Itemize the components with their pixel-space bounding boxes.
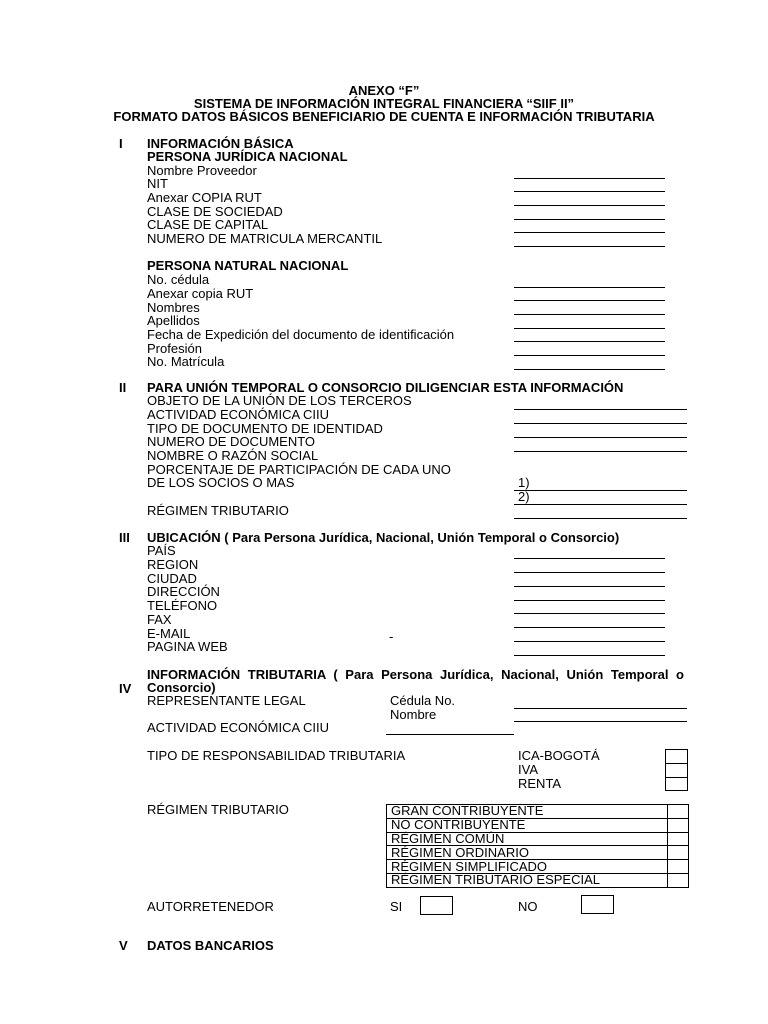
field-label: PAÍS [147, 543, 176, 558]
si-checkbox[interactable] [420, 896, 453, 915]
socio-2-label: 2) [518, 489, 530, 504]
section-3-title: UBICACIÓN ( Para Persona Jurídica, Nacional, Unión Temporal o Consorcio) [147, 530, 620, 545]
field-label: Anexar COPIA RUT [147, 190, 262, 205]
nombre-line[interactable] [514, 721, 687, 722]
section-3-number: III [119, 530, 130, 545]
socio-1-label: 1) [518, 475, 530, 490]
regimen-option: RÉGIMEN COMÚN [387, 832, 668, 846]
input-line[interactable] [514, 423, 687, 424]
regimen-table [386, 804, 689, 888]
input-line[interactable] [514, 586, 665, 587]
iva-checkbox[interactable] [665, 763, 688, 778]
field-label: OBJETO DE LA UNIÓN DE LOS TERCEROS [147, 393, 412, 408]
table-row [387, 832, 689, 846]
field-label: TIPO DE DOCUMENTO DE IDENTIDAD [147, 421, 383, 436]
cedula-line[interactable] [514, 708, 687, 709]
section-4-title: INFORMACIÓN TRIBUTARIA ( Para Persona Jurídica, Nacional, Unión Temporal o [147, 667, 684, 682]
input-line[interactable] [514, 287, 665, 288]
field-label: CLASE DE SOCIEDAD [147, 204, 283, 219]
field-label: Profesión [147, 341, 202, 356]
field-label: NUMERO DE MATRICULA MERCANTIL [147, 231, 383, 246]
representante-label: REPRESENTANTE LEGAL [147, 693, 306, 708]
input-line[interactable] [514, 205, 665, 206]
field-label: PAGINA WEB [147, 639, 228, 654]
input-line[interactable] [514, 627, 665, 628]
regimen-option: RÉGIMEN ORDINARIO [387, 846, 668, 860]
field-label: CLASE DE CAPITAL [147, 217, 269, 232]
juridica-subtitle: PERSONA JURÍDICA NACIONAL [147, 149, 348, 164]
renta-label: RENTA [518, 776, 562, 791]
section-2-number: II [119, 380, 127, 395]
regimen-option: RÉGIMEN SIMPLIFICADO [387, 860, 668, 874]
field-label: NIT [147, 176, 168, 191]
field-label: ACTIVIDAD ECONÓMICA CIIU [147, 407, 330, 422]
field-label: TELÉFONO [147, 598, 218, 613]
annex-title: ANEXO “F” [348, 83, 420, 98]
section-2-title: PARA UNIÓN TEMPORAL O CONSORCIO DILIGENCIAR ESTA INFORMACIÓN [147, 380, 624, 395]
section-4-number: IV [119, 681, 132, 696]
regimen-option: GRAN CONTRIBUYENTE [387, 805, 668, 819]
no-label: NO [518, 899, 538, 914]
field-label: NOMBRE O RAZÓN SOCIAL [147, 448, 319, 463]
tipo-responsabilidad-label: TIPO DE RESPONSABILIDAD TRIBUTARIA [147, 748, 406, 763]
field-label: REGION [147, 557, 199, 572]
ica-checkbox[interactable] [665, 749, 688, 764]
input-line[interactable] [514, 300, 665, 301]
input-line[interactable] [514, 314, 665, 315]
table-row [387, 846, 689, 860]
regimen-checkbox[interactable] [668, 805, 689, 819]
field-label: DIRECCIÓN [147, 584, 220, 599]
input-line[interactable] [514, 451, 687, 452]
cedula-label: Cédula No. [390, 693, 456, 708]
natural-subtitle: PERSONA NATURAL NACIONAL [147, 258, 349, 273]
form-title: FORMATO DATOS BÁSICOS BENEFICIARIO DE CUENTA E INFORMACIÓN TRIBUTARIA [113, 109, 655, 124]
regimen-checkbox[interactable] [668, 846, 689, 860]
input-line[interactable] [514, 219, 665, 220]
regimen-tributario-label: RÉGIMEN TRIBUTARIO [147, 802, 289, 817]
field-label: E-MAIL [147, 626, 191, 641]
field-label: Nombres [147, 300, 200, 315]
input-line[interactable] [514, 572, 665, 573]
regimen-checkbox[interactable] [668, 873, 689, 887]
autorretenedor-label: AUTORRETENEDOR [147, 899, 274, 914]
input-line[interactable] [514, 178, 665, 179]
socio-1-line[interactable] [514, 490, 687, 491]
input-line[interactable] [514, 437, 687, 438]
input-line[interactable] [514, 341, 665, 342]
dash-mark: - [389, 629, 394, 644]
table-row [387, 873, 689, 887]
field-label: Fecha de Expedición del documento de identificación [147, 327, 455, 342]
input-line[interactable] [514, 613, 665, 614]
iva-label: IVA [518, 762, 538, 777]
section-1-title: INFORMACIÓN BÁSICA [147, 136, 294, 151]
input-line[interactable] [514, 191, 665, 192]
regimen-option: RÉGIMEN TRIBUTARIO ESPECIAL [387, 873, 668, 887]
regimen-checkbox[interactable] [668, 818, 689, 832]
ica-label: ICA-BOGOTÁ [518, 748, 600, 763]
renta-checkbox[interactable] [665, 777, 688, 791]
si-label: SI [390, 899, 403, 914]
regimen-label: RÉGIMEN TRIBUTARIO [147, 503, 289, 518]
input-line[interactable] [514, 558, 665, 559]
input-line[interactable] [514, 600, 665, 601]
input-line[interactable] [514, 246, 665, 247]
section-5-title: DATOS BANCARIOS [147, 938, 274, 953]
actividad-label: ACTIVIDAD ECONÓMICA CIIU [147, 720, 330, 735]
regimen-option: NO CONTRIBUYENTE [387, 818, 668, 832]
input-line[interactable] [514, 328, 665, 329]
regimen-checkbox[interactable] [668, 860, 689, 874]
field-label: FAX [147, 612, 172, 627]
input-line[interactable] [514, 641, 665, 642]
socio-2-line[interactable] [514, 504, 687, 505]
field-label: No. cédula [147, 272, 210, 287]
actividad-line[interactable] [386, 734, 514, 735]
input-line[interactable] [514, 355, 665, 356]
field-label: NUMERO DE DOCUMENTO [147, 434, 316, 449]
field-label: No. Matrícula [147, 354, 225, 369]
section-4-title-cont: Consorcio) [147, 680, 216, 695]
input-line[interactable] [514, 518, 687, 519]
regimen-checkbox[interactable] [668, 832, 689, 846]
input-line[interactable] [514, 369, 665, 370]
section-1-number: I [119, 136, 123, 151]
input-line[interactable] [514, 232, 665, 233]
system-title: SISTEMA DE INFORMACIÓN INTEGRAL FINANCIERA “SIIF II” [193, 96, 575, 111]
input-line[interactable] [514, 655, 665, 656]
nombre-label: Nombre [390, 707, 437, 722]
field-label: CIUDAD [147, 571, 197, 586]
field-label: Nombre Proveedor [147, 163, 257, 178]
input-line[interactable] [514, 409, 687, 410]
field-label: Apellidos [147, 313, 200, 328]
field-label: DE LOS SOCIOS O MAS [147, 475, 295, 490]
field-label: PORCENTAJE DE PARTICIPACIÓN DE CADA UNO [147, 462, 451, 477]
field-label: Anexar copia RUT [147, 286, 254, 301]
no-checkbox[interactable] [581, 895, 614, 914]
section-5-number: V [119, 938, 128, 953]
